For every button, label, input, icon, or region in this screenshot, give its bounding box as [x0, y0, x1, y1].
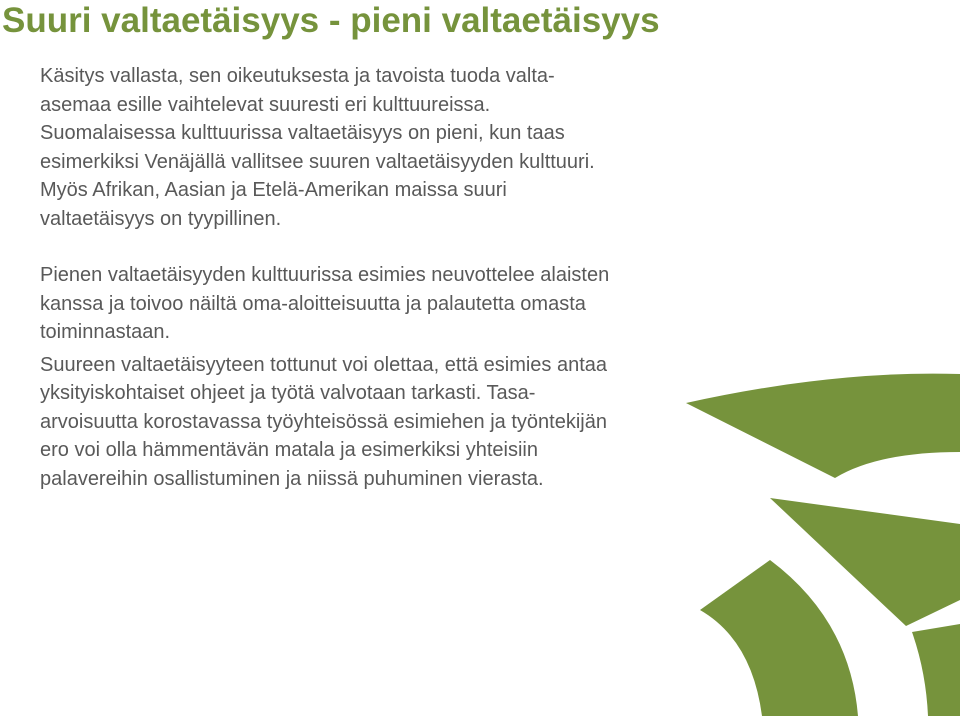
decor-segment-lower — [700, 560, 858, 716]
decor-segment-corner — [912, 624, 960, 716]
slide-title: Suuri valtaetäisyys - pieni valtaetäisyys — [2, 1, 660, 40]
paragraph-spacer — [40, 233, 710, 261]
paragraph-4: Suureen valtaetäisyyteen tottunut voi olettaa, että esimies antaa yksityiskohtaiset ohjeet ja työtä valvotaan tarkasti. Tasa- arvoisuutta korostavassa työyhteisössä esimiehen ja työntekijän ero voi olla hämmentävän matala ja esimerkiksi yhteisiin palavereihin osallistuminen ja niissä puhuminen vierasta. — [40, 353, 608, 490]
paragraph-1: Käsitys vallasta, sen oikeutuksesta ja tavoista tuoda valta- asemaa esille vaihtelevat suuresti eri kulttuureissa. — [40, 65, 555, 116]
slide-body — [40, 62, 710, 493]
decor-segment-upper — [686, 374, 960, 478]
paragraph-3: Pienen valtaetäisyyden kulttuurissa esimies neuvottelee alaisten kanssa ja toivoo näiltä oma-aloitteisuutta ja palautetta omasta toiminnastaan. — [40, 264, 610, 343]
paragraph-2: Suomalaisessa kulttuurissa valtaetäisyys on pieni, kun taas esimerkiksi Venäjällä vallitsee suuren valtaetäisyyden kulttuuri. Myös Afrikan, Aasian ja Etelä-Amerikan maissa suuri valtaetäisyys on tyypillinen. — [40, 122, 595, 230]
